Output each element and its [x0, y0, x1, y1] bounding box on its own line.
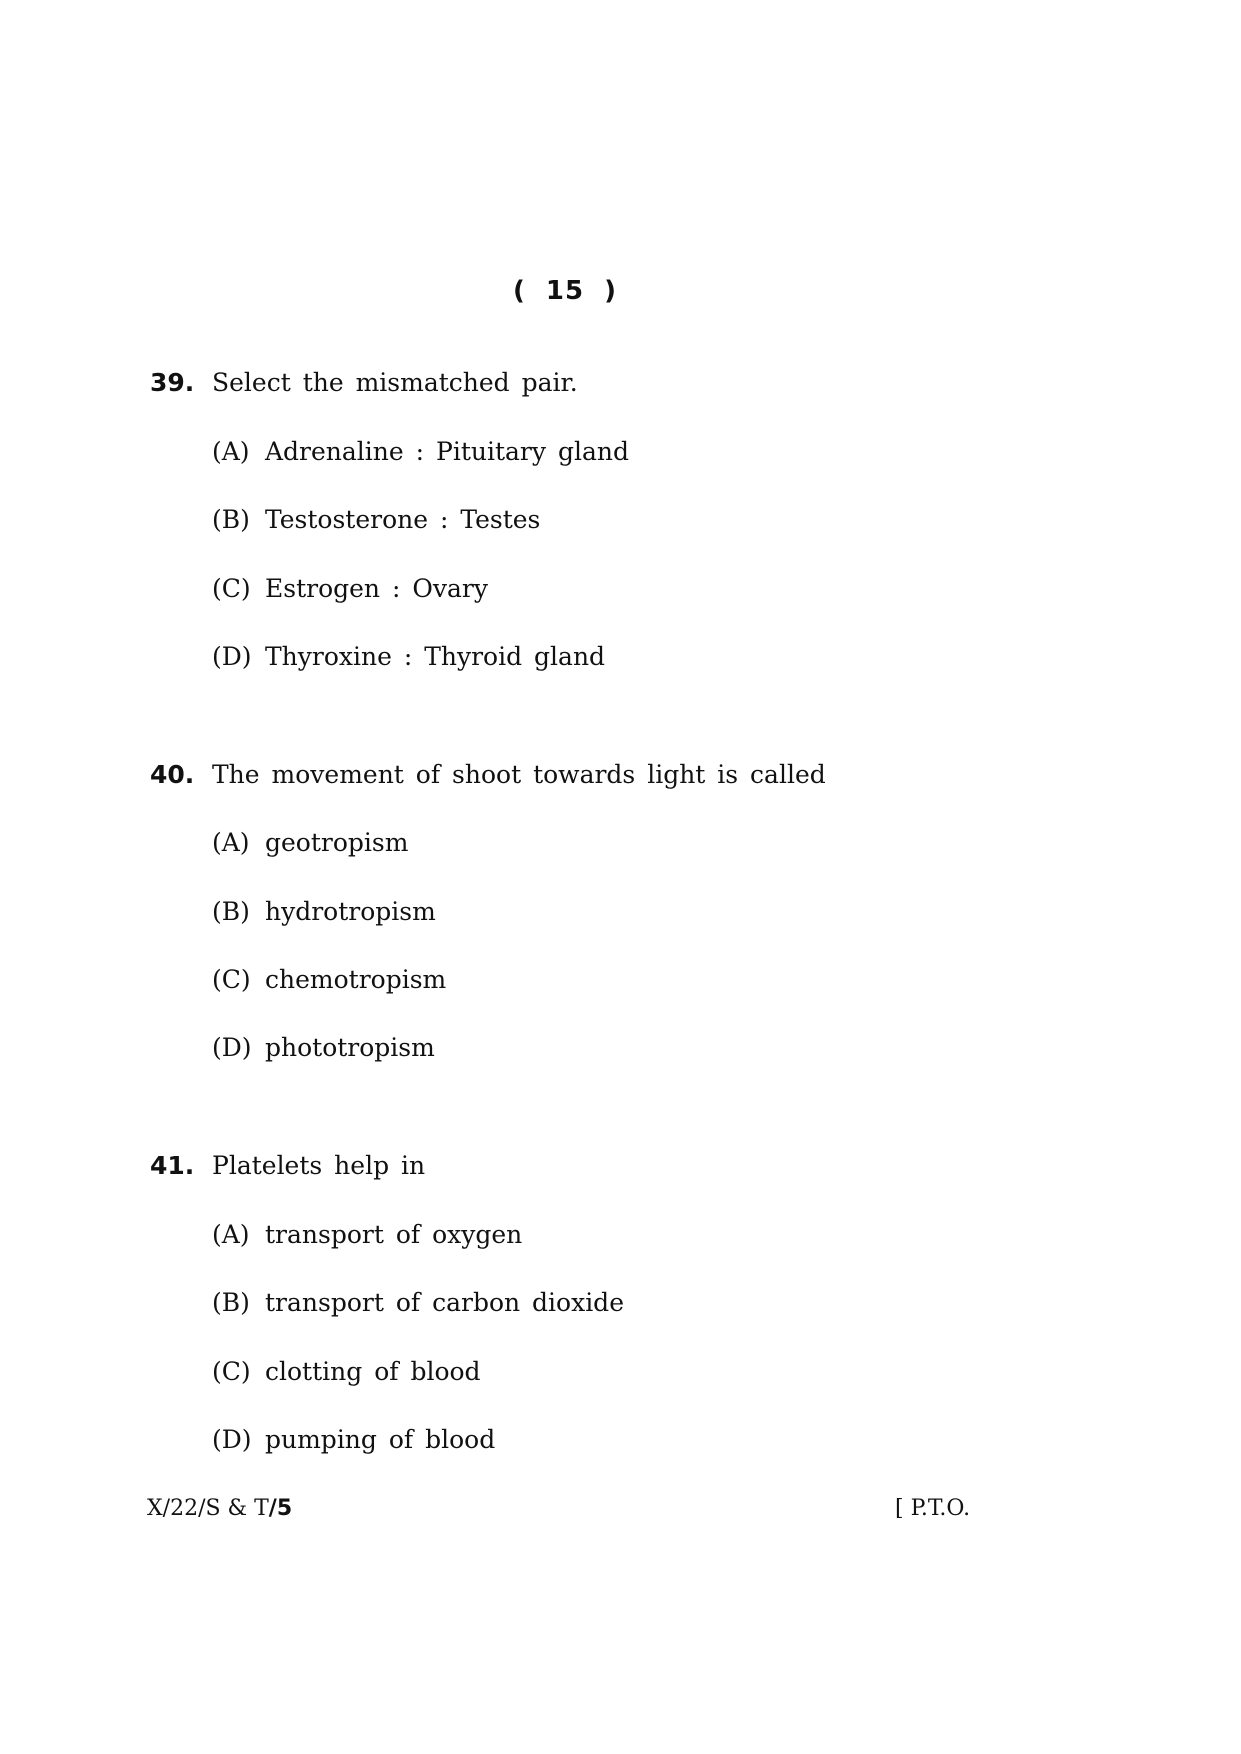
option-d — [212, 640, 605, 674]
paper-code-prefix: X/22/S & T — [147, 1496, 269, 1521]
option-b — [212, 503, 540, 537]
option-text: clotting of blood — [265, 1357, 481, 1386]
option-label: (D) — [212, 1425, 252, 1454]
option-label: (A) — [212, 828, 250, 857]
option-text: hydrotropism — [265, 897, 436, 926]
option-label: (C) — [212, 965, 251, 994]
option-label: (C) — [212, 574, 251, 603]
option-c — [212, 572, 488, 606]
option-label: (D) — [212, 642, 252, 671]
option-d — [212, 1031, 435, 1065]
option-text: geotropism — [265, 828, 409, 857]
option-label: (A) — [212, 1220, 250, 1249]
option-text: transport of oxygen — [265, 1220, 523, 1249]
option-text: Thyroxine : Thyroid gland — [265, 642, 606, 671]
option-c — [212, 963, 446, 997]
page-number: ( 15 ) — [512, 276, 618, 306]
option-a — [212, 1218, 522, 1252]
question-number: 40. — [150, 760, 195, 789]
option-label: (D) — [212, 1033, 252, 1062]
option-text: Estrogen : Ovary — [265, 574, 488, 603]
option-b — [212, 1286, 624, 1320]
question-text: Platelets help in — [212, 1151, 426, 1180]
option-label: (B) — [212, 1288, 250, 1317]
option-c — [212, 1355, 481, 1389]
paper-code-suffix: /5 — [268, 1496, 293, 1521]
option-text: chemotropism — [265, 965, 447, 994]
option-label: (A) — [212, 437, 250, 466]
option-text: Testosterone : Testes — [265, 505, 541, 534]
paper-code — [147, 1496, 292, 1521]
option-a — [212, 826, 408, 860]
option-text: Adrenaline : Pituitary gland — [265, 437, 629, 466]
option-a — [212, 435, 629, 469]
question-number: 41. — [150, 1151, 195, 1180]
option-label: (B) — [212, 897, 250, 926]
option-d — [212, 1423, 495, 1457]
option-text: transport of carbon dioxide — [265, 1288, 624, 1317]
question-text: Select the mismatched pair. — [212, 368, 578, 397]
question-text: The movement of shoot towards light is called — [212, 760, 826, 789]
option-text: phototropism — [265, 1033, 435, 1062]
option-text: pumping of blood — [265, 1425, 496, 1454]
option-label: (C) — [212, 1357, 251, 1386]
question-number: 39. — [150, 368, 195, 397]
option-b — [212, 895, 436, 929]
pto-marker: [ P.T.O. — [895, 1496, 971, 1521]
option-label: (B) — [212, 505, 250, 534]
